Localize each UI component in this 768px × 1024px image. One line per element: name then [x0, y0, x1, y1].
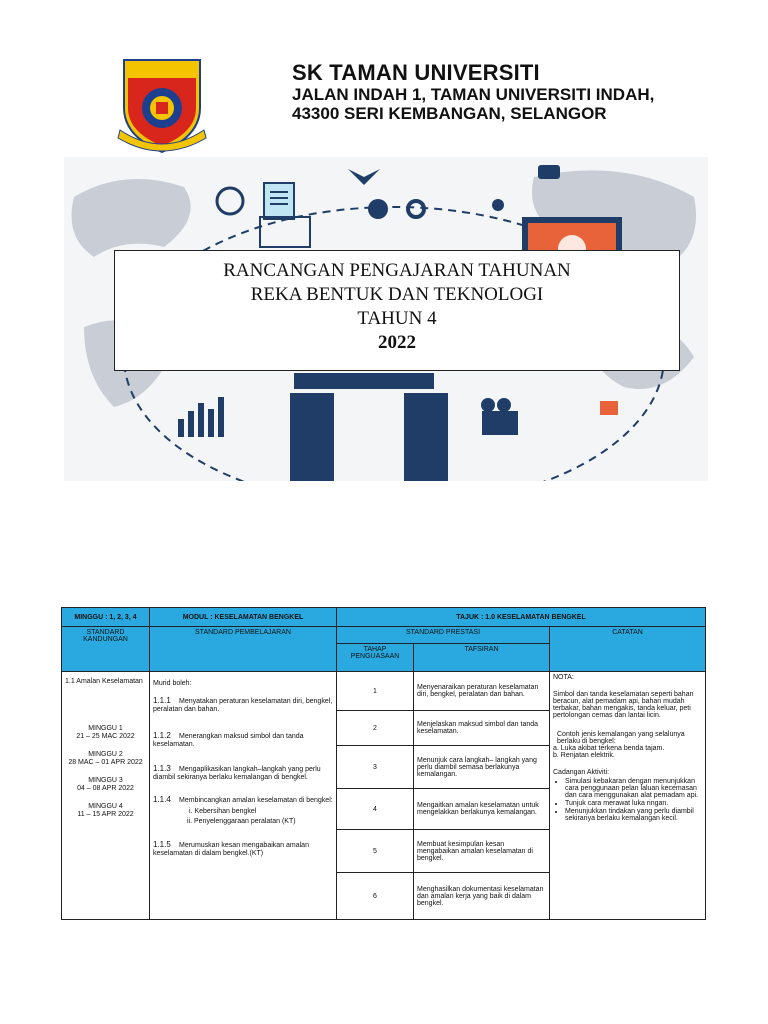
week-1 — [65, 725, 146, 741]
title-line1: RANCANGAN PENGAJARAN TAHUNAN — [223, 260, 571, 281]
video-camera-icon — [481, 398, 518, 435]
title-line2: REKA BENTUK DAN TEKNOLOGI — [250, 284, 544, 305]
week-3-dates: 04 – 08 APR 2022 — [77, 785, 134, 792]
tafsiran-5: Membuat kesimpulan kesan mengabaikan amalan keselamatan di bengkel. — [414, 830, 550, 873]
catatan-contoh-b: b. Renjatan elektrik. — [553, 752, 615, 759]
week-4-label: MINGGU 4 — [88, 803, 123, 810]
col-standard-kandungan: STANDARD KANDUNGAN — [62, 627, 150, 672]
col-tafsiran: TAFSIRAN — [414, 644, 550, 672]
tafsiran-3: Menunjuk cara langkah– langkah yang perlu diambil semasa berlakunya kemalangan. — [414, 746, 550, 789]
catatan-contoh-title: Contoh jenis kemalangan yang selalunya berlaku di bengkel: — [557, 731, 685, 745]
tp-5: 5 — [337, 830, 414, 873]
cadangan-item-2: • Tunjuk cara merawat luka ringan. — [565, 800, 702, 807]
catatan-cell — [550, 672, 706, 920]
sk-title: 1.1 Amalan Keselamatan — [65, 678, 143, 685]
title-line3: TAHUN 4 — [357, 308, 437, 329]
col-standard-prestasi: STANDARD PRESTASI — [337, 627, 550, 644]
col-tahap-penguasaan: TAHAP PENGUASAAN — [337, 644, 414, 672]
cadangan-item-3: • Menunjukkan tindakan yang perlu diambil sekiranya berlaku kemalangan kecil. — [565, 808, 702, 822]
tajuk-header: TAJUK : 1.0 KESELAMATAN BENGKEL — [337, 608, 706, 627]
sp-intro: Murid boleh: — [153, 680, 192, 687]
week-2-dates: 28 MAC – 01 APR 2022 — [68, 759, 143, 766]
rpt-table — [61, 607, 706, 920]
bar-chart-icon — [178, 397, 224, 437]
tafsiran-6: Menghasilkan dokumentasi keselamatan dan amalan kerja yang baik di dalam bengkel. — [414, 873, 550, 920]
sp-sub-1: i. Kebersihan bengkel — [189, 808, 257, 815]
tp-1: 1 — [337, 672, 414, 711]
document-icon — [264, 183, 294, 219]
document-title-box — [114, 250, 680, 371]
week-3 — [65, 777, 146, 793]
lamp-icon — [600, 401, 618, 415]
sp-item-5: 1.1.5 Merumuskan kesan mengabaikan amalan keselamatan di dalam bengkel.(KT) — [153, 840, 309, 857]
catatan-contoh-a: a. Luka akibat terkena benda tajam. — [553, 745, 665, 752]
minggu-header: MINGGU : 1, 2, 3, 4 — [62, 608, 150, 627]
tp-2: 2 — [337, 711, 414, 746]
sp-item-2: 1.1.2 Menerangkan maksud simbol dan tanda keselamatan. — [153, 731, 304, 748]
week-1-dates: 21 – 25 MAC 2022 — [76, 733, 135, 740]
smartphone-illustration — [294, 373, 434, 389]
modul-header: MODUL : KESELAMATAN BENGKEL — [150, 608, 337, 627]
sk-cell — [62, 672, 150, 920]
tafsiran-2: Menjelaskan maksud simbol dan tanda keselamatan. — [414, 711, 550, 746]
headphones-icon — [217, 188, 243, 214]
tafsiran-4: Mengaitkan amalan keselamatan untuk mengelakkan berlakunya kemalangan. — [414, 789, 550, 830]
week-4-dates: 11 – 15 APR 2022 — [77, 811, 134, 818]
sp-cell — [150, 672, 337, 920]
school-address-line1: JALAN INDAH 1, TAMAN UNIVERSITI INDAH, — [292, 85, 655, 104]
sp-sub-2: ii. Penyelenggaraan peralatan (KT) — [187, 818, 296, 825]
chat-bubble-icon — [538, 165, 560, 179]
airplane-icon — [348, 169, 380, 185]
user-icon — [492, 199, 504, 211]
catatan-cadangan-title: Cadangan Aktiviti: — [553, 769, 610, 776]
sp-item-3: 1.1.3 Mengaplikasikan langkah–langkah yang perlu diambil sekiranya berlaku kemalangan di bengkel. — [153, 764, 321, 781]
sp-item-4: 1.1.4 Membincangkan amalan keselamatan di bengkel: — [153, 795, 333, 804]
col-catatan: CATATAN — [550, 627, 706, 672]
catatan-nota: NOTA: — [553, 674, 574, 681]
school-address-line2: 43300 SERI KEMBANGAN, SELANGOR — [292, 104, 607, 123]
week-2-label: MINGGU 2 — [88, 751, 123, 758]
gear-icon — [408, 201, 424, 217]
week-3-label: MINGGU 3 — [88, 777, 123, 784]
catatan-simbol: Simbol dan tanda keselamatan seperti bahan beracun, alat pemadam api, bahan mudah terbakar, bahan mengakis, tanda keluar, peti pertolongan cemas dan lantai licin. — [553, 691, 694, 719]
cadangan-item-1: • Simulasi kebakaran dengan menunjukkan cara penggunaan pelan laluan kecemasan dan cara menggunakan alat pemadam api. — [565, 778, 702, 799]
col-standard-pembelajaran: STANDARD PEMBELAJARAN — [150, 627, 337, 672]
tp-6: 6 — [337, 873, 414, 920]
sp-item-1: 1.1.1 Menyatakan peraturan keselamatan diri, bengkel, peralatan dan bahan. — [153, 696, 333, 713]
school-crest-logo — [114, 58, 210, 154]
week-2 — [65, 751, 146, 767]
play-icon — [368, 199, 388, 219]
week-4 — [65, 803, 146, 819]
tafsiran-1: Menyenaraikan peraturan keselamatan diri, bengkel, peralatan dan bahan. — [414, 672, 550, 711]
tp-4: 4 — [337, 789, 414, 830]
title-line4: 2022 — [378, 332, 416, 353]
tp-3: 3 — [337, 746, 414, 789]
week-1-label: MINGGU 1 — [88, 725, 123, 732]
school-name: SK TAMAN UNIVERSITI — [292, 60, 540, 85]
cloud-icon — [260, 217, 310, 247]
